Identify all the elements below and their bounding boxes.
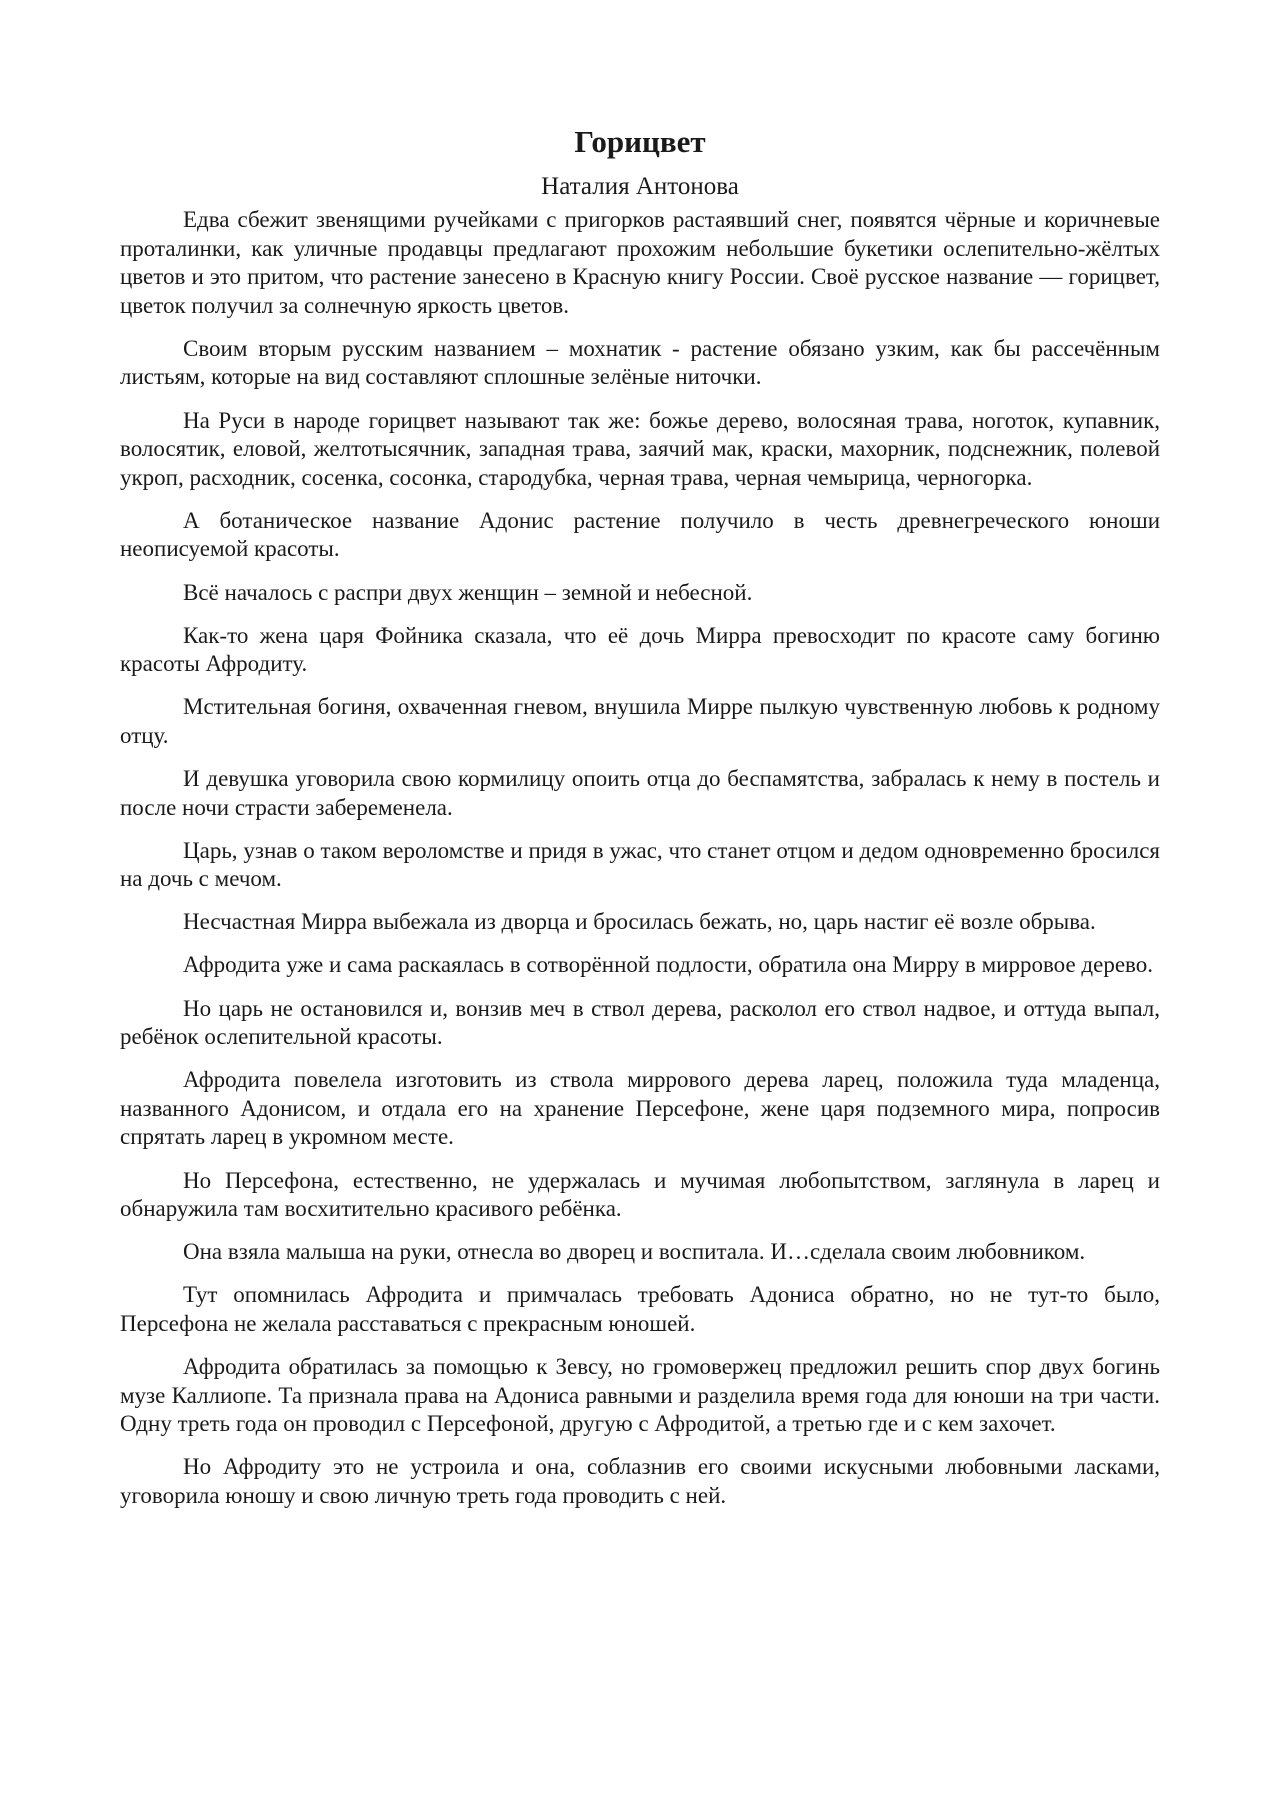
paragraph: Она взяла малыша на руки, отнесла во дворец и воспитала. И…сделала своим любовником. [183, 1239, 1086, 1265]
paragraph: Тут опомнилась Афродита и примчалась требовать Адониса обратно, но не тут-то было, Персефона не желала расставаться с прекрасным юношей. [120, 1282, 1160, 1336]
paragraph: Царь, узнав о таком вероломстве и придя в ужас, что станет отцом и дедом одновременно бросился на дочь с мечом. [120, 837, 1160, 892]
document-author: Наталия Антонова [541, 173, 739, 200]
document-body [120, 206, 1160, 1510]
paragraph: Едва сбежит звенящими ручейками с пригорков растаявший снег, появятся чёрные и коричневые проталинки, как уличные продавцы предлагают прохожим небольшие букетики ослепительно-жёлтых цветов и это притом, что растение занесено в Красную книгу России. Своё русское название — горицвет, цветок получил за солнечную яркость цветов. [120, 207, 1160, 318]
paragraph: Как-то жена царя Фойника сказала, что её дочь Мирра превосходит по красоте саму богиню красоты Афродиту. [120, 622, 1160, 677]
paragraph: Но царь не остановился и, вонзив меч в ствол дерева, расколол его ствол надвое, и оттуда выпал, ребёнок ослепительной красоты. [120, 995, 1160, 1050]
paragraph: Всё началось с распри двух женщин – земной и небесной. [183, 579, 753, 605]
paragraph: Но Персефона, естественно, не удержалась и мучимая любопытством, заглянула в ларец и обнаружила там восхитительно красивого ребёнка. [120, 1167, 1160, 1222]
document-title: Горицвет [574, 124, 706, 159]
paragraph: И девушка уговорила свою кормилицу опоить отца до беспамятства, забралась к нему в постель и после ночи страсти забеременела. [120, 766, 1160, 820]
paragraph: Мстительная богиня, охваченная гневом, внушила Мирре пылкую чувственную любовь к родному отцу. [120, 694, 1160, 748]
paragraph: Своим вторым русским названием – мохнатик - растение обязано узким, как бы рассечённым листьям, которые на вид составляют сплошные зелёные ниточки. [120, 335, 1160, 390]
paragraph: Афродита повелела изготовить из ствола миррового дерева ларец, положила туда младенца, названного Адонисом, и отдала его на хранение Персефоне, жене царя подземного мира, попросив спрятать ларец в укромном месте. [120, 1067, 1160, 1150]
paragraph: А ботаническое название Адонис растение получило в честь древнегреческого юноши неописуемой красоты. [120, 507, 1160, 562]
paragraph: Несчастная Мирра выбежала из дворца и бросилась бежать, но, царь настиг её возле обрыва. [183, 909, 1096, 935]
paragraph: Афродита уже и сама раскаялась в сотворённой подлости, обратила она Мирру в мирровое дерево. [183, 952, 1153, 978]
paragraph: На Руси в народе горицвет называют так же: божье дерево, волосяная трава, ноготок, купавник, волосятик, еловой, желтотысячник, западная трава, заячий мак, краски, махорник, подснежник, полевой укроп, расходник, сосенка, сосонка, стародубка, черная трава, черная чемырица, черногорка. [120, 407, 1160, 490]
paragraph: Но Афродиту это не устроила и она, соблазнив его своими искусными любовными ласками, уговорила юношу и свою личную треть года проводить с ней. [120, 1454, 1160, 1508]
document-page [120, 118, 1160, 1525]
paragraph: Афродита обратилась за помощью к Зевсу, но громовержец предложил решить спор двух богинь музе Каллиопе. Та признала права на Адониса равными и разделила время года для юноши на три части. Одну треть года он проводил с Персефоной, другую с Афродитой, а третью где и с кем захочет. [120, 1354, 1160, 1437]
